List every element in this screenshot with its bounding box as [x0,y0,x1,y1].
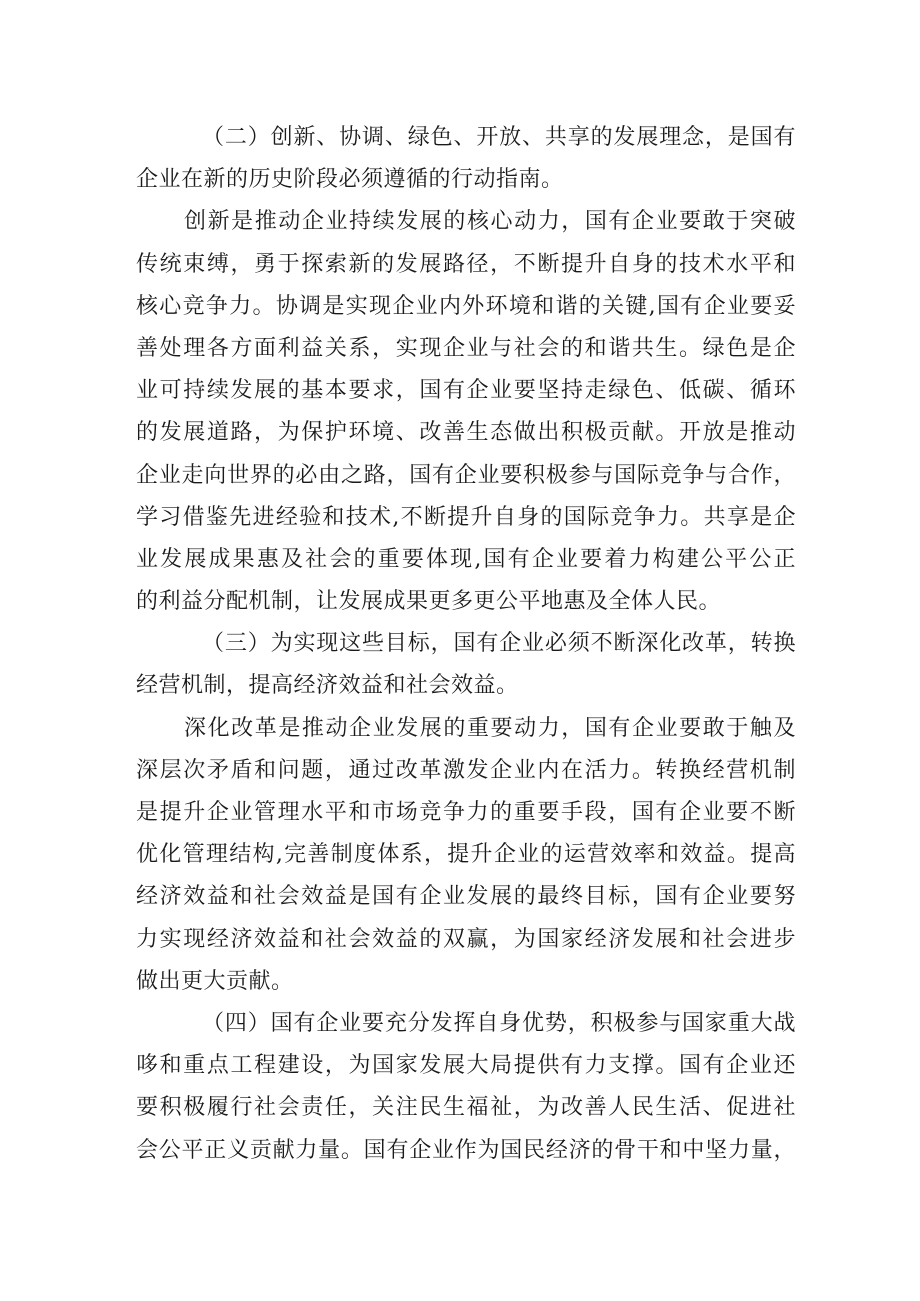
text-line: 创新是推动企业持续发展的核心动力，国有企业要敢于突破 [184,209,796,235]
text-line: 的利益分配机制，让发展成果更多更公平地惠及全体人民。 [136,589,722,615]
text-line: 经济效益和社会效益是国有企业发展的最终目标，国有企业要努 [136,884,796,910]
text-line: 传统束缚，勇于探索新的发展路径，不断提升自身的技术水平和 [136,251,796,277]
text-line: （四）国有企业要充分发挥自身优势，积极参与国家重大战 [202,1010,796,1036]
text-line: 力实现经济效益和社会效益的双赢，为国家经济发展和社会进步 [136,926,796,952]
text-line: 会公平正义贡献力量。国有企业作为国民经济的骨干和中坚力量， [136,1137,796,1163]
paragraph-reform [136,708,796,1003]
text-line: 是提升企业管理水平和市场竞争力的重要手段，国有企业要不断 [136,800,796,825]
paragraph-innovation [136,201,796,623]
text-line: 优化管理结构,完善制度体系，提升企业的运营效率和效益。提高 [136,842,796,868]
section-heading-3 [136,623,796,707]
text-line: 深层次矛盾和问题，通过改革激发企业内在活力。转换经营机制 [136,757,796,783]
text-line: 企业走向世界的必由之路，国有企业要积极参与国际竞争与合作， [136,462,796,488]
text-line: 业可持续发展的基本要求，国有企业要坚持走绿色、低碳、循环 [136,378,796,404]
document-body [136,117,796,1172]
text-line: 深化改革是推动企业发展的重要动力，国有企业要敢于触及 [184,715,796,741]
section-heading-4 [136,1003,796,1172]
text-line: 学习借鉴先进经验和技术,不断提升自身的国际竞争力。共享是企 [136,504,796,530]
text-line: 做出更大贡献。 [136,968,294,994]
text-line: 要积极履行社会责任，关注民生福祉，为改善人民生活、促进社 [136,1095,796,1121]
section-heading-2 [136,117,796,201]
text-line: 的发展道路，为保护环境、改善生态做出积极贡献。开放是推动 [136,420,796,446]
text-line: 经营机制，提高经济效益和社会效益。 [136,673,519,699]
text-line: （二）创新、协调、绿色、开放、共享的发展理念，是国有 [202,125,796,150]
text-line: 善处理各方面利益关系，实现企业与社会的和谐共生。绿色是企 [136,335,796,361]
text-line: 核心竞争力。协调是实现企业内外环境和谐的关键,国有企业要妥 [136,293,796,319]
text-line: 业发展成果惠及社会的重要体现,国有企业要着力构建公平公正 [136,546,796,572]
text-line: 哆和重点工程建设，为国家发展大局提供有力支撑。国有企业还 [136,1053,796,1079]
text-line: （三）为实现这些目标，国有企业必须不断深化改革，转换 [202,631,796,657]
text-line: 企业在新的历史阶段必须遵循的行动指南。 [136,167,564,193]
